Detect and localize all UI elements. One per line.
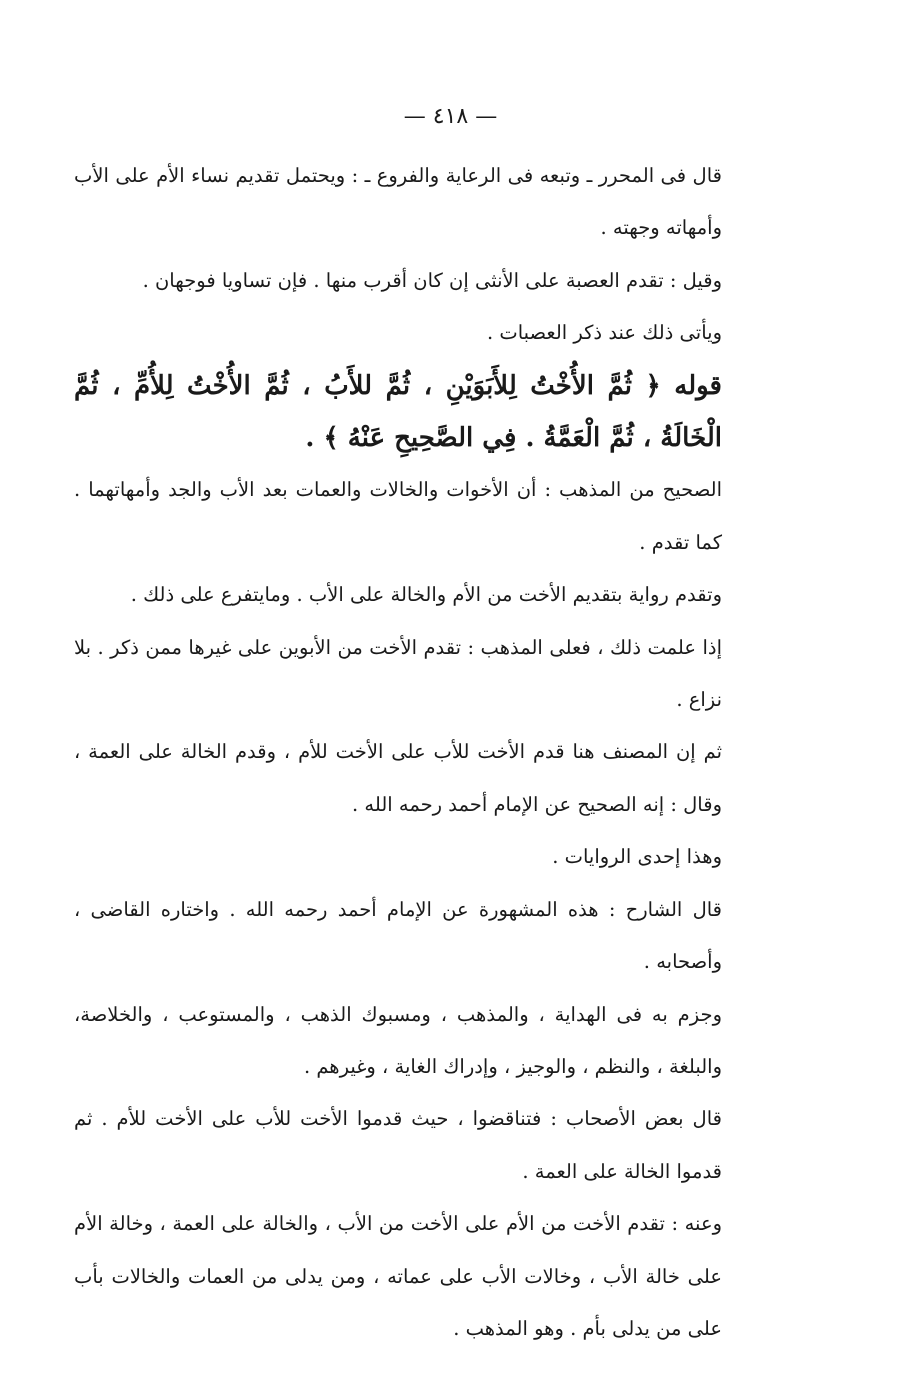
paragraph: وهذا إحدى الروايات . [552, 845, 722, 869]
paragraph: إذا علمت ذلك ، فعلى المذهب : تقدم الأخت من الأبوين على غيرها ممن ذكر . بلا نزاع . [74, 635, 722, 712]
paragraph: وتقدم رواية بتقديم الأخت من الأم والخالة على الأب . ومايتفرع على ذلك . [130, 583, 722, 607]
paragraph: الصحيح من المذهب : أن الأخوات والخالات والعمات بعد الأب والجد وأمهاتهما . كما تقدم . [74, 478, 722, 554]
matn-quote: قوله ﴿ ثُمَّ الأُخْتُ لِلأَبَوَيْنِ ، ثُمَّ للأَبُ ، ثُمَّ الأُخْتُ لِلأُمِّ ، ثُمَّ الْخَالَةُ ، ثُمَّ الْعَمَّةُ . فِي الصَّحِيحِ عَنْهُ ﴾ . [74, 370, 722, 454]
paragraph: قال الشارح : هذه المشهورة عن الإمام أحمد رحمه الله . واختاره القاضى ، وأصحابه . [74, 897, 722, 974]
paragraph: قال بعض الأصحاب : فتناقضوا ، حيث قدموا الأخت للأب على الأخت للأم . ثم قدموا الخالة على العمة . [74, 1107, 722, 1183]
page-number: — ٤١٨ — [403, 104, 498, 129]
paragraph: ثم إن المصنف هنا قدم الأخت للأب على الأخت للأم ، وقدم الخالة على العمة ، وقال : إنه الصحيح عن الإمام أحمد رحمه الله . [74, 740, 722, 816]
body-text [74, 150, 722, 1355]
paragraph: قال فى المحرر ـ وتبعه فى الرعاية والفروع ـ : ويحتمل تقديم نساء الأم على الأب وأمهاته وجهته . [74, 164, 722, 240]
paragraph: وجزم به فى الهداية ، والمذهب ، ومسبوك الذهب ، والمستوعب ، والخلاصة، والبلغة ، والنظم ، والوجيز ، وإدراك الغاية ، وغيرهم . [74, 1002, 722, 1078]
paragraph: ويأتى ذلك عند ذكر العصبات . [486, 321, 722, 345]
paragraph: وقيل : تقدم العصبة على الأنثى إن كان أقرب منها . فإن تساويا فوجهان . [142, 268, 722, 292]
paragraph: وعنه : تقدم الأخت من الأم على الأخت من الأب ، والخالة على العمة ، وخالة الأم على خالة الأب ، وخالات الأب على عماته ، ومن يدلى من العمات والخالات بأب على من يدلى بأم . وهو المذهب . [74, 1212, 722, 1340]
